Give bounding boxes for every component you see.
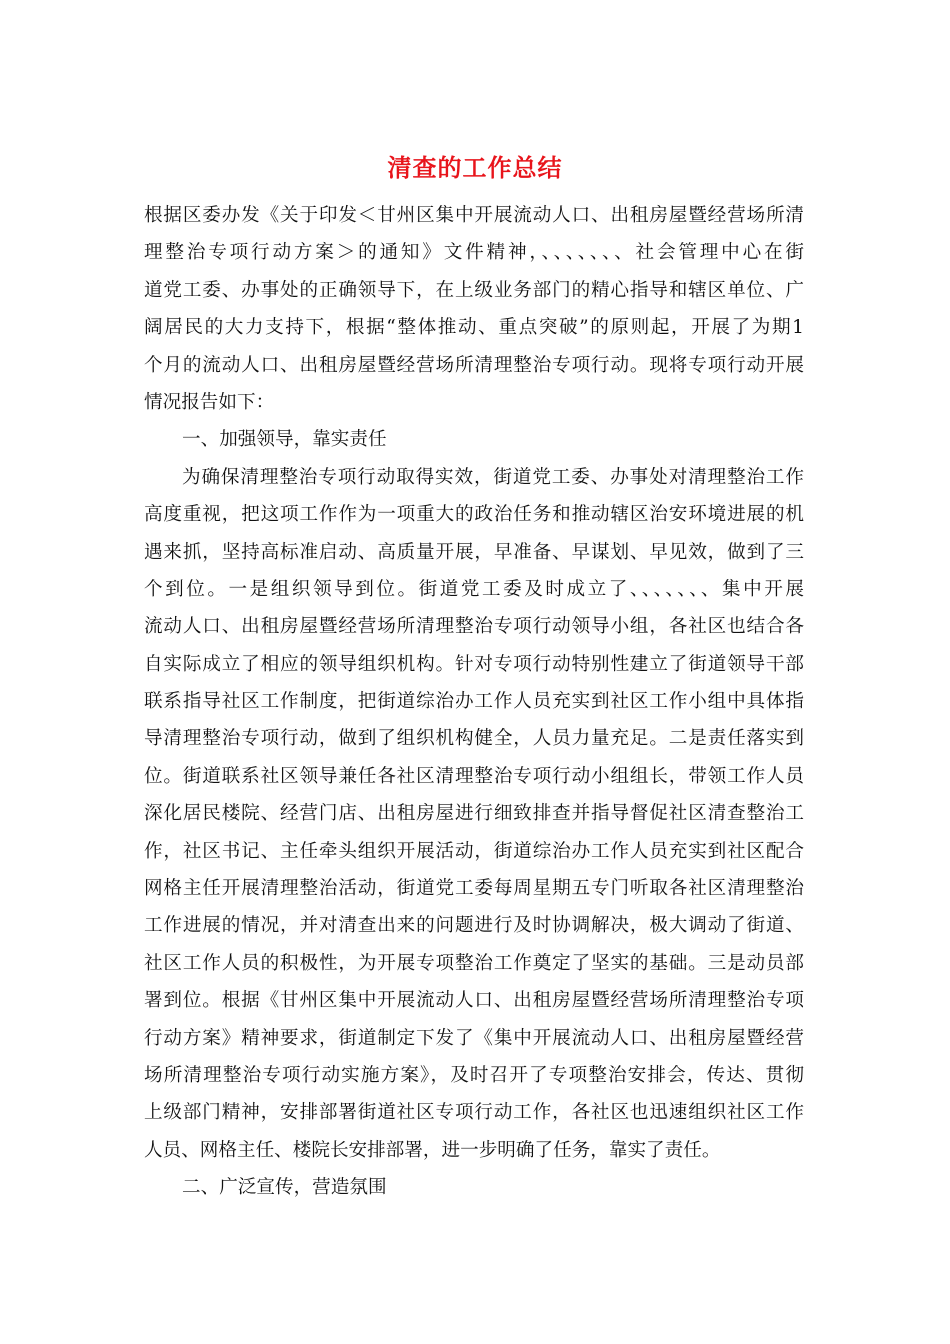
body-line: 署到位。根据《甘州区集中开展流动人口、出租房屋暨经营场所清理整治专项	[144, 990, 804, 1012]
body-line: 上级部门精神，安排部署街道社区专项行动工作，各社区也迅速组织社区工作	[144, 1102, 804, 1124]
body-line: 网格主任开展清理整治活动，街道党工委每周星期五专门听取各社区清理整治	[144, 878, 804, 900]
body-line: 根据区委办发《关于印发＜甘州区集中开展流动人口、出租房屋暨经营场所清	[144, 205, 804, 226]
body-line: 高度重视，把这项工作作为一项重大的政治任务和推动辖区治安环境进展的机	[144, 504, 804, 526]
body-line: 遇来抓，坚持高标准启动、高质量开展，早准备、早谋划、早见效，做到了三	[144, 541, 804, 563]
body-line: 为确保清理整治专项行动取得实效，街道党工委、办事处对清理整治工作	[182, 466, 804, 488]
body-line: 位。街道联系社区领导兼任各社区清理整治专项行动小组组长，带领工作人员	[144, 765, 804, 787]
body-line: 自实际成立了相应的领导组织机构。针对专项行动特别性建立了街道领导干部	[144, 653, 804, 675]
body-line: 联系指导社区工作制度，把街道综治办工作人员充实到社区工作小组中具体指	[144, 691, 804, 713]
body-line: 导清理整治专项行动，做到了组织机构健全，人员力量充足。二是责任落实到	[144, 728, 804, 750]
body-line: 人员、网格主任、楼院长安排部署，进一步明确了任务，靠实了责任。	[144, 1139, 721, 1161]
body-line: 道党工委、办事处的正确领导下，在上级业务部门的精心指导和辖区单位、广	[144, 279, 804, 301]
body-line: 二、广泛宣传，营造氛围	[182, 1177, 387, 1199]
body-line: 场所清理整治专项行动实施方案》，及时召开了专项整治安排会，传达、贯彻	[144, 1064, 804, 1086]
body-line: 社区工作人员的积极性，为开展专项整治工作奠定了坚实的基础。三是动员部	[144, 952, 804, 974]
body-line: 个到位。一是组织领导到位。街道党工委及时成立了、、、、、、、集中开展	[144, 578, 804, 600]
body-line: 作，社区书记、主任牵头组织开展活动，街道综治办工作人员充实到社区配合	[144, 840, 804, 862]
body-line: 深化居民楼院、经营门店、出租房屋进行细致排查并指导督促社区清查整治工	[144, 803, 804, 825]
body-line: 工作进展的情况，并对清查出来的问题进行及时协调解决，极大调动了街道、	[144, 915, 804, 937]
body-line: 理整治专项行动方案＞的通知》文件精神，、、、、、、、社会管理中心在街	[144, 242, 804, 264]
body-line: 情况报告如下：	[144, 391, 275, 413]
body-line: 一、加强领导，靠实责任	[182, 429, 387, 451]
body-line: 个月的流动人口、出租房屋暨经营场所清理整治专项行动。现将专项行动开展	[144, 354, 804, 376]
body-line: 阔居民的大力支持下，根据“整体推动、重点突破”的原则起，开展了为期1	[144, 317, 804, 339]
body-line: 流动人口、出租房屋暨经营场所清理整治专项行动领导小组，各社区也结合各	[144, 616, 804, 638]
body-line: 行动方案》精神要求，街道制定下发了《集中开展流动人口、出租房屋暨经营	[144, 1027, 804, 1049]
document-body	[144, 197, 804, 1207]
document-title: 清查的工作总结	[387, 154, 563, 182]
